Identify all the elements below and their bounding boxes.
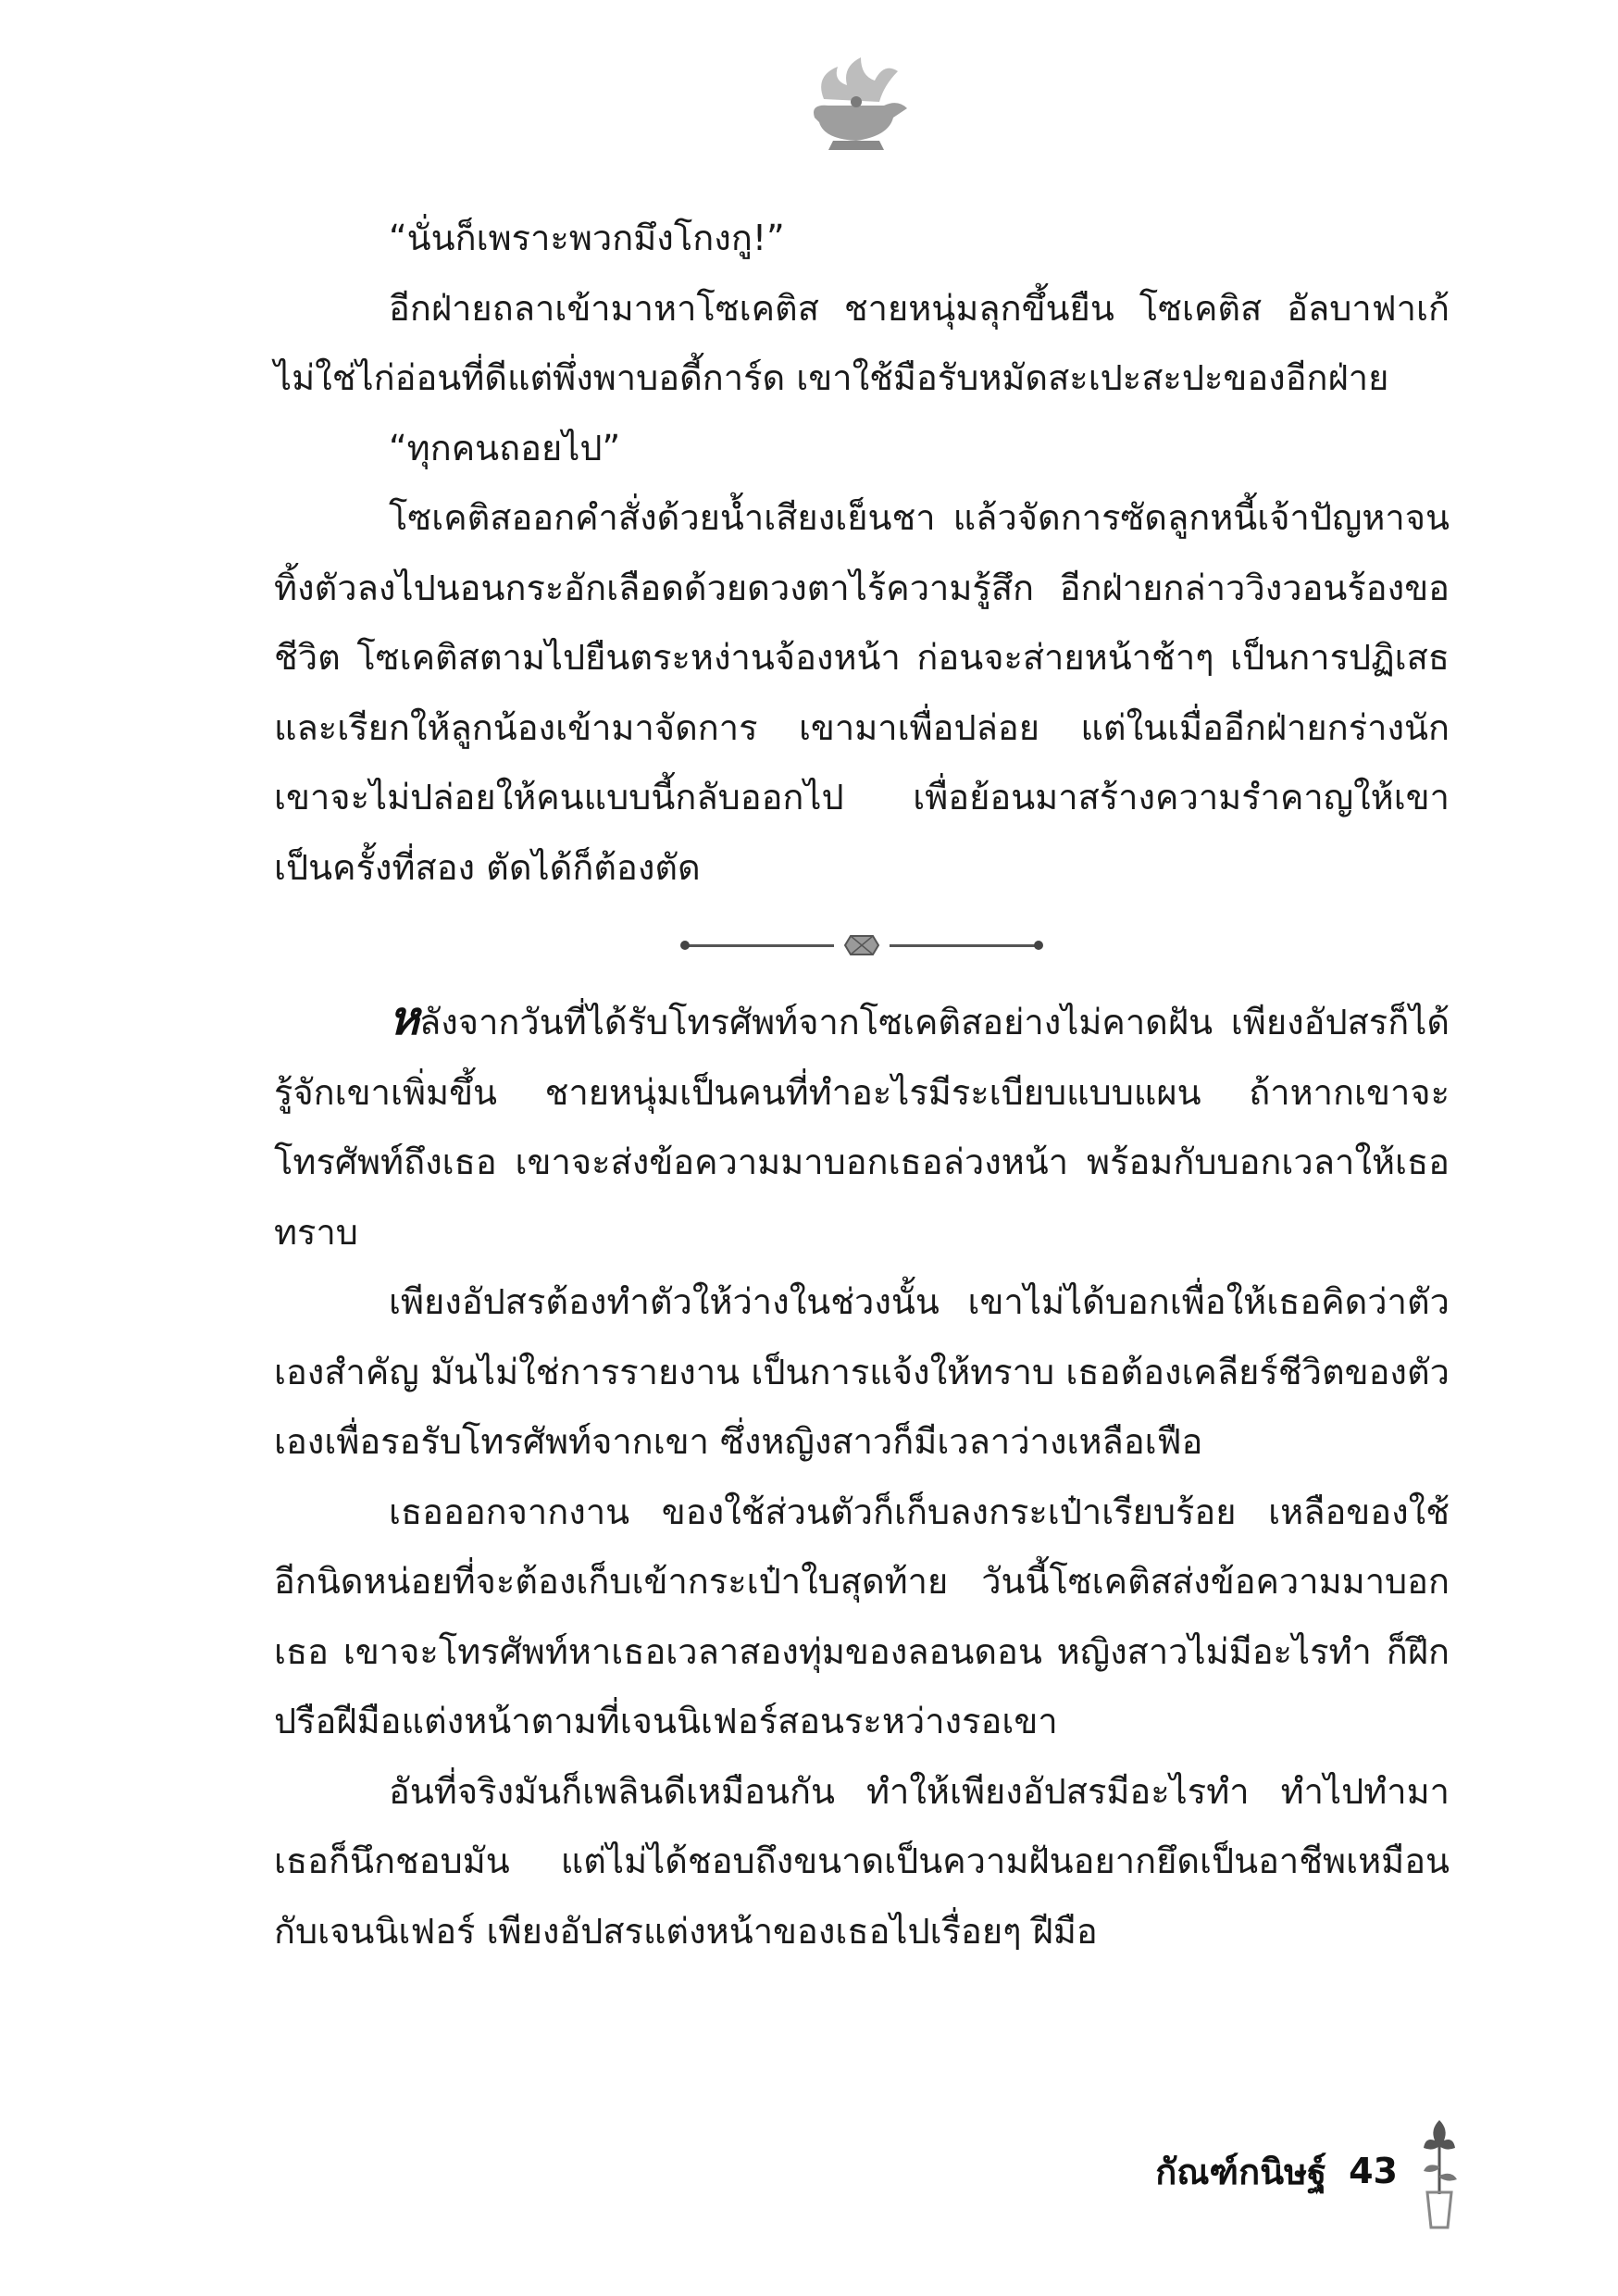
opening-text: ลังจากวันที่ได้รับโทรศัพท์จากโซเคติสอย่างไม่คาดฝัน เพียงอัปสรก็ได้รู้จักเขาเพิ่มขึ้น ชายหนุ่มเป็นคนที่ทำอะไรมีระเบียบแบบแผน ถ้าหากเขาจะโทรศัพท์ถึงเธอ เขาจะส่งข้อความมาบอกเธอล่วงหน้า พร้อมกับบอกเวลาให้เธอทราบ — [274, 1002, 1450, 1253]
lamp-ornament-icon — [796, 48, 916, 159]
paragraph: โซเคติสออกคำสั่งด้วยน้ำเสียงเย็นชา แล้วจัดการซัดลูกหนี้เจ้าปัญหาจนทิ้งตัวลงไปนอนกระอักเลือดด้วยดวงตาไร้ความรู้สึก อีกฝ่ายกล่าววิงวอนร้องขอชีวิต โซเคติสตามไปยืนตระหง่านจ้องหน้า ก่อนจะส่ายหน้าช้าๆ เป็นการปฏิเสธและเรียกให้ลูกน้องเข้ามาจัดการ เขามาเพื่อปล่อย แต่ในเมื่ออีกฝ่ายกร่างนัก เขาจะไม่ปล่อยให้คนแบบนี้กลับออกไป เพื่อย้อนมาสร้างความรำคาญให้เขาเป็นครั้งที่สอง ตัดได้ก็ต้องตัด — [274, 497, 1450, 888]
dropcap-letter: ห — [389, 992, 419, 1045]
page-body — [274, 204, 1450, 1966]
flower-vase-icon — [1407, 2111, 1472, 2231]
paragraph: เพียงอัปสรต้องทำตัวให้ว่างในช่วงนั้น เขาไม่ได้บอกเพื่อให้เธอคิดว่าตัวเองสำคัญ มันไม่ใช่การรายงาน เป็นการแจ้งให้ทราบ เธอต้องเคลียร์ชีวิตของตัวเองเพื่อรอรับโทรศัพท์จากเขา ซึ่งหญิงสาวก็มีเวลาว่างเหลือเฟือ — [274, 1281, 1450, 1462]
book-title: กัณฑ์กนิษฐ์ — [1155, 2151, 1327, 2192]
section-opening-paragraph — [274, 984, 1450, 1267]
gem-divider-icon — [843, 931, 880, 959]
divider-line-right — [890, 944, 1038, 947]
page-footer — [1083, 2102, 1472, 2240]
paragraph: อันที่จริงมันก็เพลินดีเหมือนกัน ทำให้เพียงอัปสรมีอะไรทำ ทำไปทำมาเธอก็นึกชอบมัน แต่ไม่ได้ชอบถึงขนาดเป็นความฝันอยากยึดเป็นอาชีพเหมือนกับเจนนิเฟอร์ เพียงอัปสรแต่งหน้าของเธอไปเรื่อยๆ ฝีมือ — [274, 1770, 1450, 1952]
paragraph: เธอออกจากงาน ของใช้ส่วนตัวก็เก็บลงกระเป๋าเรียบร้อย เหลือของใช้อีกนิดหน่อยที่จะต้องเก็บเข้ากระเป๋าใบสุดท้าย วันนี้โซเคติสส่งข้อความมาบอกเธอ เขาจะโทรศัพท์หาเธอเวลาสองทุ่มของลอนดอน หญิงสาวไม่มีอะไรทำ ก็ฝึกปรือฝีมือแต่งหน้าตามที่เจนนิเฟอร์สอนระหว่างรอเขา — [274, 1491, 1450, 1741]
paragraph: “นั่นก็เพราะพวกมึงโกงกู!” — [389, 218, 785, 258]
page-number: 43 — [1349, 2151, 1398, 2191]
section-divider — [274, 916, 1450, 975]
paragraph: อีกฝ่ายถลาเข้ามาหาโซเคติส ชายหนุ่มลุกขึ้นยืน โซเคติส อัลบาฟาเก้ ไม่ใช่ไก่อ่อนที่ดีแต่พึ่งพาบอดี้การ์ด เขาใช้มือรับหมัดสะเปะสะปะของอีกฝ่าย — [274, 287, 1450, 398]
divider-line-left — [686, 944, 834, 947]
paragraph: “ทุกคนถอยไป” — [389, 427, 621, 468]
